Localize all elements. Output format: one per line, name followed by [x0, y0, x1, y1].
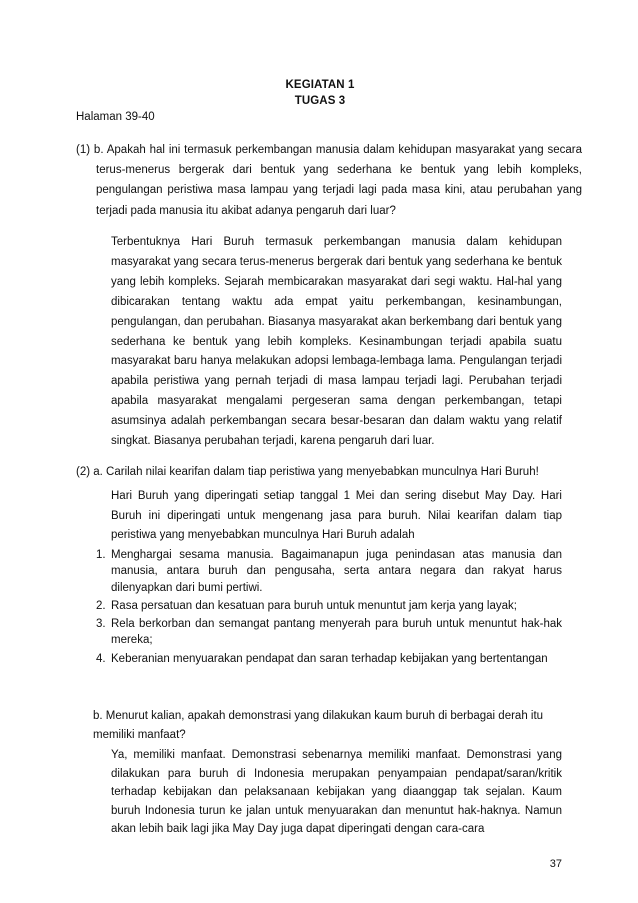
question-2b: b. Menurut kalian, apakah demonstrasi yang dilakukan kaum buruh di berbagai derah itu memiliki manfaat? — [93, 710, 544, 741]
list-item-text: Keberanian menyuarakan pendapat dan saran terhadap kebijakan yang bertentangan — [111, 652, 548, 665]
list-item-text: Rela berkorban dan semangat pantang menyerah para buruh untuk menuntut hak-hak mereka; — [111, 618, 562, 647]
list-number: 4. — [96, 652, 106, 665]
list-item — [82, 598, 562, 614]
task-title: TUGAS 3 — [294, 95, 346, 107]
answer-1b: Terbentuknya Hari Buruh termasuk perkembangan manusia dalam kehidupan masyarakat yang secara terus-menerus bergerak dari bentuk yang sederhana ke bentuk yang lebih kompleks. Sejarah membicarakan masyarakat dari segi waktu. Hal-hal yang dibicarakan tentang waktu ada empat yaitu perkembangan, kesinambungan, pengulangan, dan perubahan. Biasanya masyarakat akan berkembang dari bentuk yang sederhana ke bentuk yang lebih kompleks. Kesinambungan terjadi apabila suatu masyarakat baru hanya melakukan adopsi lembaga-lembaga lama. Pengulangan terjadi apabila peristiwa yang pernah terjadi di masa lampau terjadi lagi. Perubahan terjadi apabila masyarakat mengalami pergeseran sama dengan perkembangan, tetapi asumsinya adalah perkembangan secara besar-besaran dan dalam waktu yang relatif singkat. Biasanya perubahan terjadi, karena pengaruh dari luar. — [111, 236, 562, 448]
activity-title: KEGIATAN 1 — [285, 79, 355, 91]
list-number: 2. — [96, 599, 106, 612]
wisdom-list — [82, 547, 562, 669]
list-item — [82, 651, 562, 667]
list-item-text: Menghargai sesama manusia. Bagaimanapun juga penindasan atas manusia dan manusia, antara buruh dan pengusaha, serta antara negara dan rakyat harus dilenyapkan dari bumi pertiwi. — [111, 549, 562, 594]
question-2a: (2) a. Carilah nilai kearifan dalam tiap peristiwa yang menyebabkan munculnya Hari Buruh! — [76, 466, 539, 478]
page-reference: Halaman 39-40 — [76, 111, 155, 123]
list-item — [82, 616, 562, 649]
list-number: 3. — [96, 618, 106, 631]
page-number: 37 — [549, 858, 562, 870]
question-1b: (1) b. Apakah hal ini termasuk perkembangan manusia dalam kehidupan masyarakat yang secara terus-menerus bergerak dari bentuk yang sederhana ke bentuk yang lebih kompleks, pengulangan peristiwa masa lampau yang terjadi lagi pada masa kini, atau perubahan yang terjadi pada manusia itu akibat adanya pengaruh dari luar? — [76, 144, 582, 217]
list-item-text: Rasa persatuan dan kesatuan para buruh untuk menuntut jam kerja yang layak; — [111, 599, 517, 612]
answer-2a-intro: Hari Buruh yang diperingati setiap tanggal 1 Mei dan sering disebut May Day. Hari Buruh ini diperingati untuk mengenang jasa para buruh. Nilai kearifan dalam tiap peristiwa yang menyebabkan munculnya Hari Buruh adalah — [111, 490, 562, 541]
answer-2b: Ya, memiliki manfaat. Demonstrasi sebenarnya memiliki manfaat. Demonstrasi yang dilakukan para buruh di Indonesia merupakan penyampaian pendapat/saran/kritik terhadap kebijakan dan pelaksanaan kebijakan yang diaanggap tak sejalan. Kaum buruh Indonesia turun ke jalan untuk menyuarakan dan menuntut hak-haknya. Namun akan lebih baik lagi jika May Day juga dapat diperingati dengan cara-cara — [111, 749, 562, 836]
list-item — [82, 547, 562, 596]
list-number: 1. — [96, 549, 106, 561]
